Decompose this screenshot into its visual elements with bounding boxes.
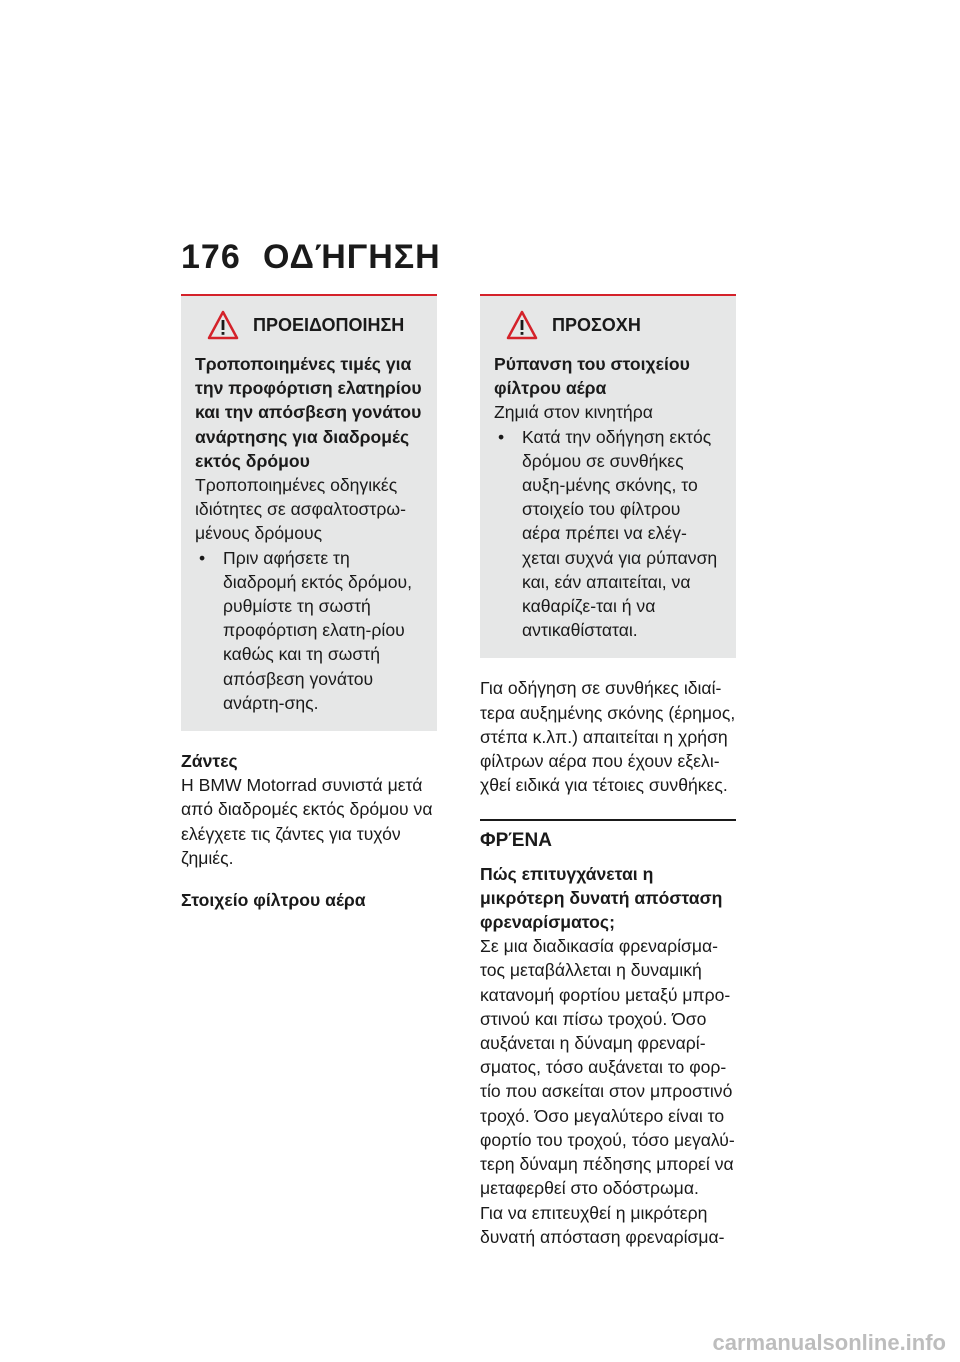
caution-body: Ζημιά στον κινητήρα (494, 402, 653, 423)
left-column (181, 294, 437, 912)
caution-bullet: • Κατά την οδήγηση εκτός δρόμου σε συνθήκες αυξη-μένης σκόνης, το στοιχείο του φίλτρου αέρα πρέπει να ελέγ-χεται συχνά για ρύπανση και, εάν απαιτείται, να καθαρίζε-ται ή να αντικαθίσταται. (494, 425, 722, 643)
page-number: 176 (181, 238, 241, 276)
warning-body: Τροποποιημένες οδηγικές ιδιότητες σε ασφαλτοστρω-μένους δρόμους (195, 475, 406, 544)
warning-triangle-icon (207, 310, 239, 340)
filter-heading: Στοιχείο φίλτρου αέρα (181, 890, 366, 911)
warning-heading: Τροποποιημένες τιμές για την προφόρτιση ελατηρίου και την απόσβεση γονάτου ανάρτησης για διαδρομές εκτός δρόμου (195, 354, 422, 471)
tyres-heading: Ζάντες (181, 751, 238, 772)
warning-box (181, 294, 437, 731)
caution-box (480, 294, 736, 658)
page-header (181, 238, 441, 277)
caution-triangle-icon (506, 310, 538, 340)
warning-label: ΠΡΟΕΙΔΟΠΟΙΗΣΗ (253, 314, 405, 335)
brakes-question: Πώς επιτυγχάνεται η μικρότερη δυνατή απόσταση φρεναρίσματος; (480, 863, 723, 933)
brakes-text-continued: Για να επιτευχθεί η μικρότερη δυνατή απόσταση φρεναρίσμα- (480, 1202, 725, 1247)
caution-label: ΠΡΟΣΟΧΗ (552, 314, 641, 335)
brakes-text: Σε μια διαδικασία φρεναρίσμα-τος μεταβάλλεται η δυναμική κατανομή φορτίου μεταξύ μπρο-στινού και πίσω τροχού. Όσο αυξάνεται η δύναμη φρεναρί-σματος, τόσο αυξάνεται το φορ-τίο που ασκείται στον μπροστινό τροχό. Όσο μεγαλύτερο είναι το φορτίο του τροχού, τόσο μεγαλύ-τερη δύναμη πέδησης μπορεί να μεταφερθεί στο οδόστρωμα. (480, 936, 735, 1199)
watermark: carmanualsonline.info (712, 1330, 946, 1355)
chapter-title: ΟΔΉΓΗΣΗ (263, 238, 441, 276)
caution-heading: Ρύπανση του στοιχείου φίλτρου αέρα (494, 354, 690, 399)
caution-title (494, 310, 722, 340)
dust-text: Για οδήγηση σε συνθήκες ιδιαί-τερα αυξημένης σκόνης (έρημος, στέπα κ.λπ.) απαιτείται η χρήση φίλτρων αέρα που έχουν εξελι-χθεί ειδικά για τέτοιες συνθήκες. (480, 678, 736, 796)
warning-title (195, 310, 423, 340)
tyres-text: Η BMW Motorrad συνιστά μετά από διαδρομές εκτός δρόμου να ελέγχετε τις ζάντες για τυχόν ζημιές. (181, 775, 433, 868)
brakes-section-title: ΦΡΈΝΑ (480, 819, 736, 853)
right-column (480, 294, 736, 1249)
warning-bullet: • Πριν αφήσετε τη διαδρομή εκτός δρόμου, ρυθμίστε τη σωστή προφόρτιση ελατη-ρίου καθώς και τη σωστή απόσβεση γονάτου ανάρτη-σης. (195, 546, 423, 715)
